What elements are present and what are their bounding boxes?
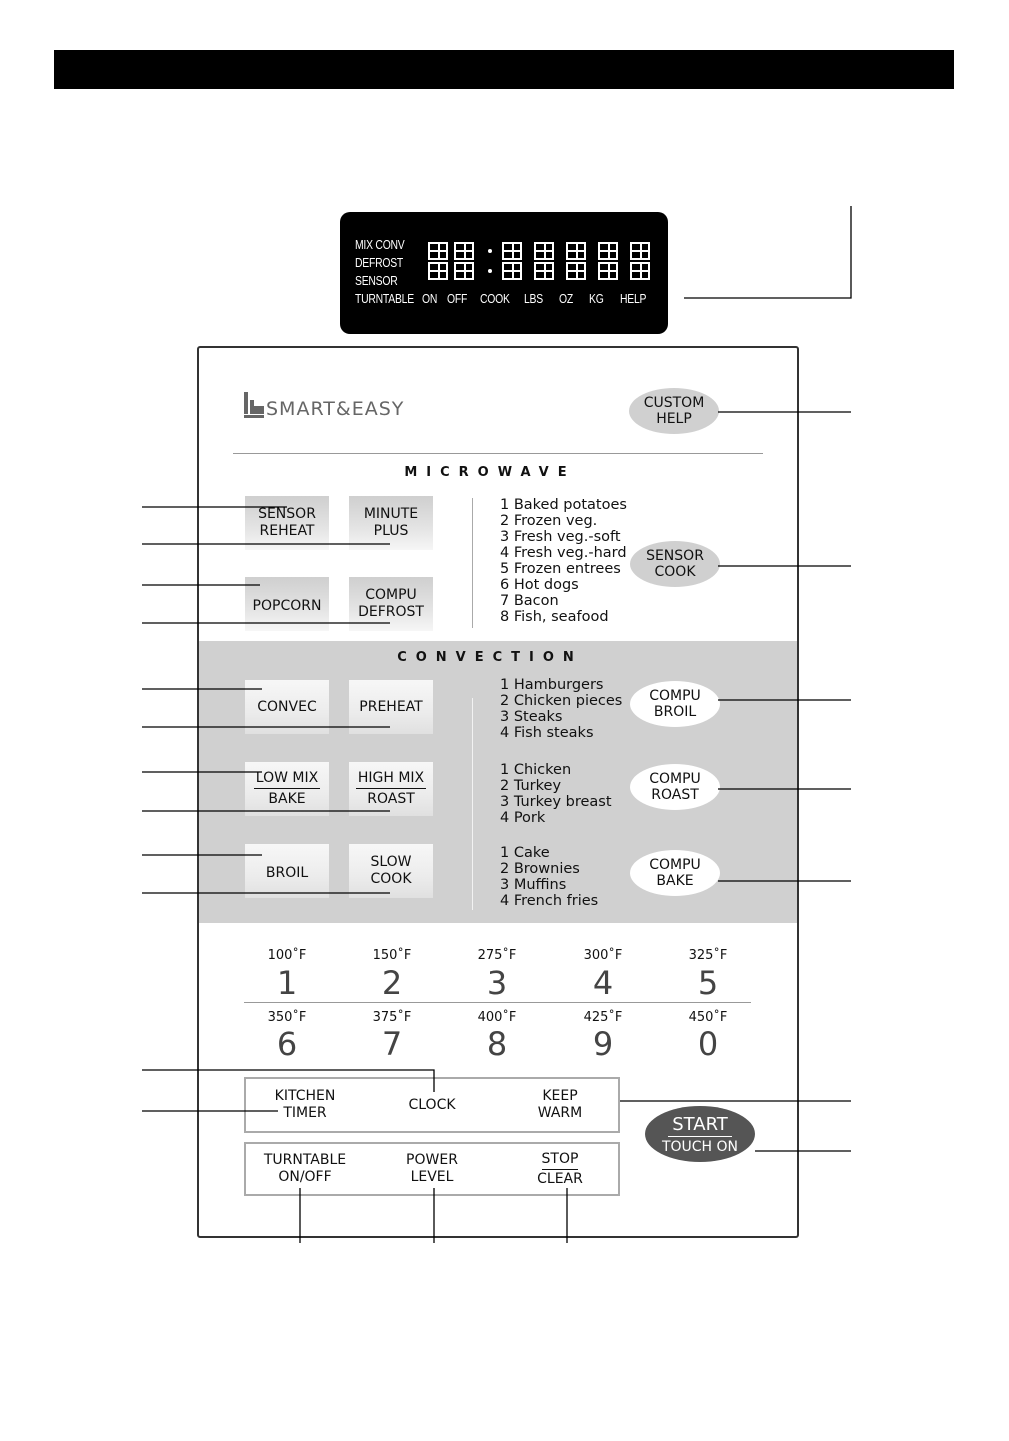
button-label-line2: ON/OFF [278, 1169, 332, 1185]
key-label-line2: DEFROST [358, 604, 424, 620]
list-item: 5 Frozen entrees [500, 561, 621, 577]
list-item: 6 Hot dogs [500, 577, 579, 593]
list-item: 1 Baked potatoes [500, 497, 627, 513]
key-label-line1: LOW MIX [254, 770, 320, 789]
microwave-title: MICROWAVE [404, 465, 576, 480]
number-key-4[interactable]: 4 [592, 964, 614, 1002]
oval-label-line1: SENSOR [646, 548, 704, 564]
number-key-9[interactable]: 9 [592, 1025, 614, 1063]
number-key-3[interactable]: 3 [486, 964, 508, 1002]
key-label-line1: COMPU [365, 587, 417, 603]
key-label: PREHEAT [359, 698, 423, 715]
display-label-cook: COOK [480, 291, 510, 306]
custom-help-line1: CUSTOM [643, 395, 705, 411]
touch-on-label: TOUCH ON [661, 1138, 739, 1155]
number-key-1[interactable]: 1 [276, 964, 298, 1002]
temp-label: 325˚F [688, 948, 728, 963]
key-label-line1: MINUTE [363, 506, 419, 522]
list-item: 3 Turkey breast [500, 794, 612, 810]
button-label-line1: KEEP [542, 1088, 578, 1104]
key-label: CONVEC [257, 698, 317, 715]
key-label-line1: SENSOR [258, 506, 316, 522]
list-item: 2 Chicken pieces [500, 693, 623, 709]
temp-label: 350˚F [267, 1010, 307, 1025]
list-item: 1 Cake [500, 845, 550, 861]
key-label-line2: COOK [370, 871, 412, 887]
display-label-turntable: TURNTABLE [355, 291, 414, 306]
display-label-off: OFF [447, 291, 468, 306]
button-label: CLOCK [408, 1097, 456, 1113]
list-item: 1 Hamburgers [500, 677, 604, 693]
number-key-2[interactable]: 2 [381, 964, 403, 1002]
key-label-line1: HIGH MIX [356, 770, 426, 789]
oval-label-line1: COMPU [649, 688, 701, 704]
key-label-line2: PLUS [373, 523, 409, 539]
list-item: 7 Bacon [500, 593, 559, 609]
list-item: 3 Muffins [500, 877, 567, 893]
number-key-5[interactable]: 5 [697, 964, 719, 1002]
key-label-line2: BAKE [268, 791, 306, 807]
temp-label: 100˚F [267, 948, 307, 963]
start-label: START [668, 1114, 732, 1137]
temp-label: 150˚F [372, 948, 412, 963]
temp-label: 300˚F [583, 948, 623, 963]
key-label: POPCORN [252, 597, 322, 614]
key-label-line2: ROAST [367, 791, 415, 807]
display-label-help: HELP [620, 291, 647, 306]
display-label-mix-conv: MIX CONV [355, 237, 405, 252]
button-label-line1: POWER [406, 1152, 458, 1168]
temp-label: 425˚F [583, 1010, 623, 1025]
button-label-line2: LEVEL [410, 1169, 454, 1185]
temp-label: 450˚F [688, 1010, 728, 1025]
oval-label-line2: COOK [654, 564, 696, 580]
list-item: 2 Frozen veg. [500, 513, 598, 529]
display-label-sensor: SENSOR [355, 273, 398, 288]
list-item: 3 Steaks [500, 709, 563, 725]
list-item: 4 French fries [500, 893, 599, 909]
list-item: 4 Fish steaks [500, 725, 594, 741]
list-item: 4 Fresh veg.-hard [500, 545, 627, 561]
number-key-8[interactable]: 8 [486, 1025, 508, 1063]
button-label-line1: TURNTABLE [263, 1152, 347, 1168]
button-label-line2: WARM [537, 1105, 583, 1121]
convection-title: CONVECTION [397, 650, 583, 665]
number-key-7[interactable]: 7 [381, 1025, 403, 1063]
list-item: 2 Brownies [500, 861, 580, 877]
display-label-defrost: DEFROST [355, 255, 404, 270]
oval-label-line2: ROAST [651, 787, 699, 803]
display-label-lbs: LBS [524, 291, 543, 306]
button-label-line1: KITCHEN [274, 1088, 336, 1104]
list-item: 4 Pork [500, 810, 546, 826]
oval-label-line2: BAKE [656, 873, 694, 889]
display-label-kg: KG [589, 291, 604, 306]
display-label-oz: OZ [559, 291, 573, 306]
custom-help-line2: HELP [656, 411, 692, 427]
key-label-line1: SLOW [370, 854, 412, 870]
list-item: 3 Fresh veg.-soft [500, 529, 621, 545]
oval-label-line2: BROIL [653, 704, 697, 720]
oval-label-line1: COMPU [649, 857, 701, 873]
button-label-line2: TIMER [283, 1105, 327, 1121]
oval-label-line1: COMPU [649, 771, 701, 787]
brand-logo-text: SMART&EASY [266, 398, 405, 420]
list-item: 1 Chicken [500, 762, 572, 778]
button-label-line2: CLEAR [537, 1171, 583, 1187]
temp-label: 275˚F [477, 948, 517, 963]
key-label: BROIL [265, 864, 309, 881]
key-label-line2: REHEAT [259, 523, 315, 539]
button-label-line1: STOP [542, 1151, 579, 1170]
list-item: 2 Turkey [500, 778, 562, 794]
number-key-0[interactable]: 0 [697, 1025, 719, 1063]
temp-label: 400˚F [477, 1010, 517, 1025]
number-key-6[interactable]: 6 [276, 1025, 298, 1063]
list-item: 8 Fish, seafood [500, 609, 609, 625]
temp-label: 375˚F [372, 1010, 412, 1025]
display-label-on: ON [422, 291, 438, 306]
